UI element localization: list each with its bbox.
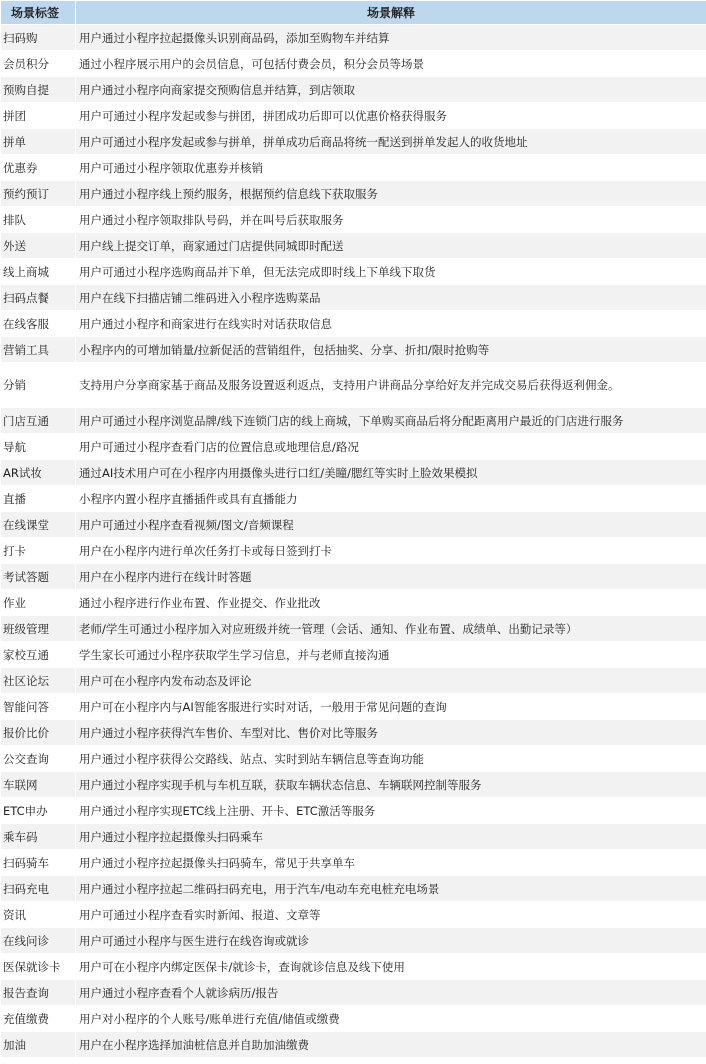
table-row bbox=[1, 980, 706, 1006]
scene-tag-cell: 在线客服 bbox=[1, 311, 76, 337]
table-row bbox=[1, 798, 706, 824]
scene-explanation-cell: 用户可通过小程序发起或参与拼团，拼团成功后即可以优惠价格获得服务 bbox=[76, 103, 706, 129]
scene-explanation-cell: 用户通过小程序获得公交路线、站点、实时到站车辆信息等查询功能 bbox=[76, 746, 706, 772]
table-row bbox=[1, 77, 706, 103]
scene-tag-cell: 打卡 bbox=[1, 538, 76, 564]
scene-tag-cell: 营销工具 bbox=[1, 337, 76, 363]
scene-explanation-cell: 用户通过小程序实现手机与车机互联，获取车辆状态信息、车辆联网控制等服务 bbox=[76, 772, 706, 798]
table-row bbox=[1, 259, 706, 285]
table-row bbox=[1, 408, 706, 434]
table-row bbox=[1, 207, 706, 233]
table-row bbox=[1, 590, 706, 616]
scene-explanation-cell: 用户可通过小程序浏览品牌/线下连锁门店的线上商城，下单购买商品后将分配距离用户最近的门店进行服务 bbox=[76, 408, 706, 434]
table-row bbox=[1, 538, 706, 564]
scene-explanation-cell: 支持用户分享商家基于商品及服务设置返利返点，支持用户讲商品分享给好友并完成交易后获得返利佣金。 bbox=[76, 363, 706, 408]
scene-explanation-cell: 用户可通过小程序领取优惠券并核销 bbox=[76, 155, 706, 181]
scene-explanation-cell: 用户在小程序内进行单次任务打卡或每日签到打卡 bbox=[76, 538, 706, 564]
scene-explanation-cell: 通过小程序进行作业布置、作业提交、作业批改 bbox=[76, 590, 706, 616]
table-row bbox=[1, 311, 706, 337]
scene-tag-cell: 车联网 bbox=[1, 772, 76, 798]
scene-tag-cell: 扫码点餐 bbox=[1, 285, 76, 311]
column-header-scene-tag: 场景标签 bbox=[1, 1, 76, 25]
scene-tag-cell: 报价比价 bbox=[1, 720, 76, 746]
scene-tag-cell: 拼单 bbox=[1, 129, 76, 155]
scene-tag-cell: 会员积分 bbox=[1, 51, 76, 77]
scene-tag-cell: 考试答题 bbox=[1, 564, 76, 590]
scene-tag-cell: 充值缴费 bbox=[1, 1006, 76, 1032]
scene-explanation-cell: 用户通过小程序查看个人就诊病历/报告 bbox=[76, 980, 706, 1006]
scene-tag-cell: 外送 bbox=[1, 233, 76, 259]
table-row bbox=[1, 1006, 706, 1032]
scene-explanation-cell: 用户可通过小程序查看实时新闻、报道、文章等 bbox=[76, 902, 706, 928]
scene-explanation-cell: 用户可通过小程序与医生进行在线咨询或就诊 bbox=[76, 928, 706, 954]
scene-tag-cell: 医保就诊卡 bbox=[1, 954, 76, 980]
table-row bbox=[1, 850, 706, 876]
scene-tag-cell: 分销 bbox=[1, 363, 76, 408]
scene-explanation-cell: 通过AI技术用户可在小程序内用摄像头进行口红/美瞳/腮红等实时上脸效果模拟 bbox=[76, 460, 706, 486]
scene-explanation-cell: 用户在小程序内进行在线计时答题 bbox=[76, 564, 706, 590]
table-row bbox=[1, 928, 706, 954]
scene-tag-cell: 资讯 bbox=[1, 902, 76, 928]
scene-tag-cell: 乘车码 bbox=[1, 824, 76, 850]
scene-tag-cell: 社区论坛 bbox=[1, 668, 76, 694]
table-row bbox=[1, 285, 706, 311]
scene-explanation-cell: 学生家长可通过小程序获取学生学习信息，并与老师直接沟通 bbox=[76, 642, 706, 668]
scene-tag-cell: 公交查询 bbox=[1, 746, 76, 772]
scene-tag-cell: 拼团 bbox=[1, 103, 76, 129]
table-row bbox=[1, 460, 706, 486]
scene-explanation-cell: 用户线上提交订单，商家通过门店提供同城即时配送 bbox=[76, 233, 706, 259]
table-row bbox=[1, 694, 706, 720]
scene-explanation-cell: 小程序内置小程序直播插件或具有直播能力 bbox=[76, 486, 706, 512]
scene-explanation-cell: 用户通过小程序拉起摄像头扫码乘车 bbox=[76, 824, 706, 850]
scene-explanation-cell: 通过小程序展示用户的会员信息，可包括付费会员，积分会员等场景 bbox=[76, 51, 706, 77]
scene-explanation-cell: 用户通过小程序获得汽车售价、车型对比、售价对比等服务 bbox=[76, 720, 706, 746]
table-row bbox=[1, 363, 706, 408]
scene-tag-cell: 预购自提 bbox=[1, 77, 76, 103]
scene-tag-cell: ETC申办 bbox=[1, 798, 76, 824]
scene-explanation-cell: 小程序内的可增加销量/拉新促活的营销组件，包括抽奖、分享、折扣/限时抢购等 bbox=[76, 337, 706, 363]
table-row bbox=[1, 129, 706, 155]
table-header-row bbox=[1, 1, 706, 25]
scene-tag-cell: 家校互通 bbox=[1, 642, 76, 668]
scene-tag-cell: 扫码购 bbox=[1, 25, 76, 51]
scene-explanation-cell: 用户通过小程序线上预约服务，根据预约信息线下获取服务 bbox=[76, 181, 706, 207]
column-header-scene-explanation: 场景解释 bbox=[76, 1, 706, 25]
scene-tag-cell: 预约预订 bbox=[1, 181, 76, 207]
scene-explanation-cell: 老师/学生可通过小程序加入对应班级并统一管理（会话、通知、作业布置、成绩单、出勤记录等） bbox=[76, 616, 706, 642]
table-row bbox=[1, 616, 706, 642]
table-row bbox=[1, 25, 706, 51]
table-row bbox=[1, 181, 706, 207]
table-row bbox=[1, 746, 706, 772]
table-row bbox=[1, 51, 706, 77]
scene-tag-cell: 导航 bbox=[1, 434, 76, 460]
table-row bbox=[1, 876, 706, 902]
table-row bbox=[1, 902, 706, 928]
table-row bbox=[1, 434, 706, 460]
table-row bbox=[1, 486, 706, 512]
scene-explanation-cell: 用户可在小程序内与AI智能客服进行实时对话，一般用于常见问题的查询 bbox=[76, 694, 706, 720]
table-row bbox=[1, 103, 706, 129]
scene-explanation-cell: 用户可通过小程序发起或参与拼单，拼单成功后商品将统一配送到拼单发起人的收货地址 bbox=[76, 129, 706, 155]
table-row bbox=[1, 824, 706, 850]
table-row bbox=[1, 1032, 706, 1058]
scene-explanation-cell: 用户通过小程序向商家提交预购信息并结算，到店领取 bbox=[76, 77, 706, 103]
scene-explanation-cell: 用户通过小程序拉起摄像头识别商品码，添加至购物车并结算 bbox=[76, 25, 706, 51]
scene-tag-cell: 在线课堂 bbox=[1, 512, 76, 538]
scene-explanation-cell: 用户通过小程序拉起摄像头扫码骑车，常见于共享单车 bbox=[76, 850, 706, 876]
scene-tag-cell: 作业 bbox=[1, 590, 76, 616]
scene-tag-cell: 扫码充电 bbox=[1, 876, 76, 902]
scene-explanation-cell: 用户在线下扫描店铺二维码进入小程序选购菜品 bbox=[76, 285, 706, 311]
scene-tag-cell: 排队 bbox=[1, 207, 76, 233]
scene-tag-cell: 智能问答 bbox=[1, 694, 76, 720]
scene-explanation-cell: 用户可通过小程序选购商品并下单，但无法完成即时线上下单线下取货 bbox=[76, 259, 706, 285]
scene-tag-cell: AR试妆 bbox=[1, 460, 76, 486]
scene-tag-cell: 门店互通 bbox=[1, 408, 76, 434]
scene-explanation-cell: 用户通过小程序实现ETC线上注册、开卡、ETC激活等服务 bbox=[76, 798, 706, 824]
table-row bbox=[1, 564, 706, 590]
scene-explanation-cell: 用户在小程序选择加油桩信息并自助加油缴费 bbox=[76, 1032, 706, 1058]
table-row bbox=[1, 337, 706, 363]
table-row bbox=[1, 642, 706, 668]
scene-explanation-cell: 用户可在小程序内发布动态及评论 bbox=[76, 668, 706, 694]
scene-tag-cell: 班级管理 bbox=[1, 616, 76, 642]
scene-explanation-cell: 用户通过小程序和商家进行在线实时对话获取信息 bbox=[76, 311, 706, 337]
table-row bbox=[1, 720, 706, 746]
table-row bbox=[1, 233, 706, 259]
scene-explanation-cell: 用户可通过小程序查看门店的位置信息或地理信息/路况 bbox=[76, 434, 706, 460]
scene-tag-cell: 在线问诊 bbox=[1, 928, 76, 954]
table-row bbox=[1, 954, 706, 980]
scene-explanation-cell: 用户可通过小程序查看视频/图文/音频课程 bbox=[76, 512, 706, 538]
scene-explanation-cell: 用户通过小程序拉起二维码扫码充电，用于汽车/电动车充电桩充电场景 bbox=[76, 876, 706, 902]
scene-explanation-cell: 用户可在小程序内绑定医保卡/就诊卡，查询就诊信息及线下使用 bbox=[76, 954, 706, 980]
scene-tag-cell: 扫码骑车 bbox=[1, 850, 76, 876]
scene-tag-cell: 线上商城 bbox=[1, 259, 76, 285]
table-row bbox=[1, 668, 706, 694]
scene-explanation-cell: 用户通过小程序领取排队号码，并在叫号后获取服务 bbox=[76, 207, 706, 233]
table-row bbox=[1, 155, 706, 181]
scene-tag-cell: 加油 bbox=[1, 1032, 76, 1058]
scene-tag-cell: 优惠券 bbox=[1, 155, 76, 181]
scene-tag-cell: 报告查询 bbox=[1, 980, 76, 1006]
table-row bbox=[1, 512, 706, 538]
scene-explanation-cell: 用户对小程序的个人账号/账单进行充值/储值或缴费 bbox=[76, 1006, 706, 1032]
scene-tag-cell: 直播 bbox=[1, 486, 76, 512]
table-row bbox=[1, 772, 706, 798]
